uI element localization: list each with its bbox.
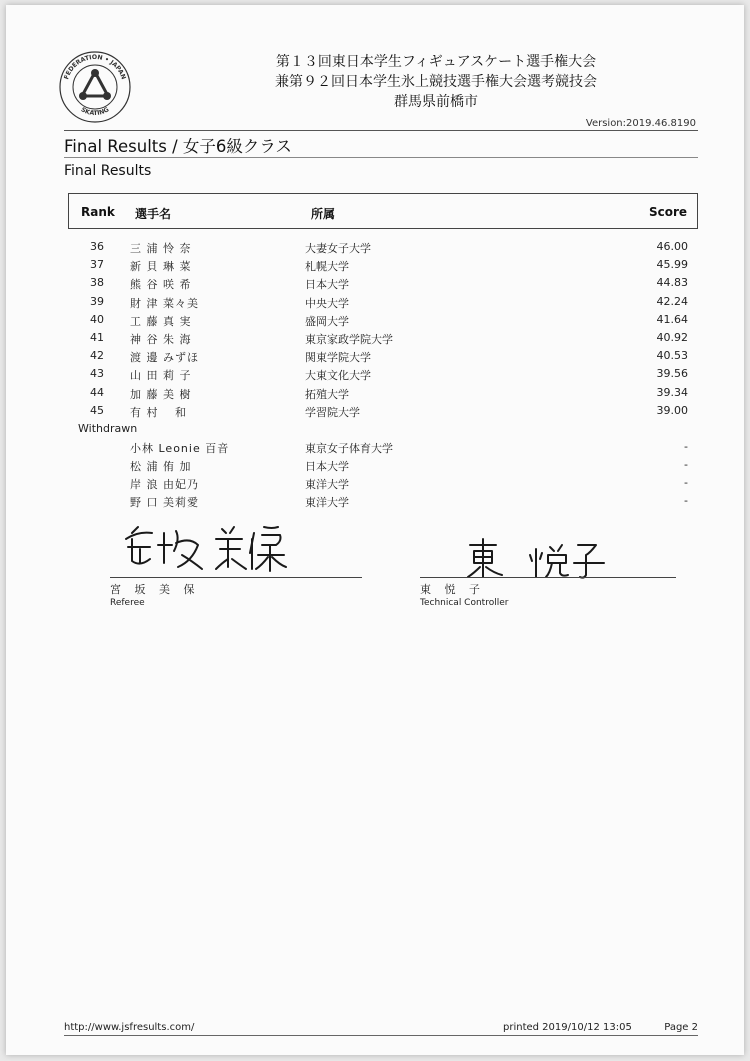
table-row: [6, 347, 744, 365]
cell-rank: 43: [90, 367, 104, 381]
logo-text-bottom: SKATING: [79, 106, 111, 118]
table-row: [6, 256, 744, 274]
footer-page-number: Page 2: [664, 1022, 698, 1033]
cell-rank: 44: [90, 385, 104, 399]
title-divider: [64, 157, 698, 158]
cell-score: 46.00: [656, 240, 688, 253]
cell-club: 学習院大学: [305, 405, 360, 419]
event-title: 第１３回東日本学生フィギュアスケート選手権大会: [275, 54, 597, 70]
cell-club: 中央大学: [305, 296, 349, 310]
table-row: [6, 329, 744, 347]
cell-score: -: [684, 476, 688, 490]
table-row: [6, 311, 744, 329]
cell-score: 44.83: [656, 276, 688, 290]
cell-score: 40.53: [656, 349, 688, 363]
withdrawn-row: [6, 456, 744, 474]
technical-controller-name: 東 悦 子: [420, 583, 485, 596]
cell-score: 39.34: [656, 385, 688, 399]
technical-controller-signature: [466, 537, 626, 581]
cell-rank: 37: [90, 258, 104, 272]
cell-club: 関東学院大学: [305, 351, 371, 365]
cell-rank: 45: [90, 403, 104, 417]
cell-score: 40.92: [656, 330, 688, 344]
cell-name: 神 谷 朱 海: [130, 332, 192, 346]
cell-score: 39.56: [656, 367, 688, 381]
table-row: [6, 365, 744, 383]
cell-club: 東洋大学: [305, 478, 349, 492]
withdrawn-label: Withdrawn: [78, 421, 138, 435]
cell-rank: 42: [90, 349, 104, 363]
cell-name: 新 貝 琳 菜: [130, 260, 192, 274]
cell-score: -: [684, 458, 688, 472]
cell-score: 39.00: [656, 403, 688, 417]
event-subtitle: 兼第９２回日本学生氷上競技選手権大会選考競技会: [275, 74, 597, 90]
federation-logo-icon: [58, 50, 132, 124]
results-table-body: [6, 238, 744, 511]
referee-role: Referee: [110, 598, 145, 608]
cell-club: 東洋大学: [305, 496, 349, 510]
cell-name: 渡 邊 みずほ: [130, 351, 199, 365]
cell-club: 日本大学: [305, 460, 349, 474]
cell-name: 有 村 和: [130, 405, 187, 419]
results-page: [6, 5, 744, 1055]
withdrawn-heading: [6, 420, 744, 438]
cell-name: 三 浦 怜 奈: [130, 242, 192, 255]
cell-club: 大東文化大学: [305, 369, 371, 383]
cell-rank: 39: [90, 294, 104, 308]
version-label: Version:2019.46.8190: [585, 118, 696, 129]
cell-club: 東京女子体育大学: [305, 441, 393, 455]
cell-score: 41.64: [656, 312, 688, 326]
column-header-name: 選手名: [135, 207, 172, 221]
column-header-score: Score: [648, 205, 687, 219]
footer-printed: printed 2019/10/12 13:05: [503, 1022, 632, 1033]
cell-name: 松 浦 侑 加: [130, 460, 192, 474]
event-location: 群馬県前橋市: [394, 94, 478, 110]
cell-name: 加 藤 美 樹: [130, 387, 192, 401]
cell-rank: 38: [90, 276, 104, 290]
technical-controller-role: Technical Controller: [420, 598, 509, 608]
cell-rank: 40: [90, 312, 104, 326]
column-header-club: 所属: [311, 207, 336, 221]
header-divider: [64, 130, 698, 131]
cell-rank: 36: [90, 240, 104, 253]
cell-name: 工 藤 真 実: [130, 314, 192, 328]
cell-name: 小林 Leonie 百音: [130, 441, 230, 455]
cell-club: 大妻女子大学: [305, 242, 371, 255]
table-row: [6, 274, 744, 292]
cell-club: 盛岡大学: [305, 314, 349, 328]
class-title: Final Results / 女子6級クラス: [64, 137, 292, 156]
table-row: [6, 238, 744, 256]
footer-url: http://www.jsfresults.com/: [64, 1022, 195, 1033]
technical-controller-signature-line: [420, 577, 676, 578]
withdrawn-row: [6, 438, 744, 456]
cell-club: 東京家政学院大学: [305, 332, 393, 346]
table-row: [6, 384, 744, 402]
referee-signature: [118, 519, 318, 577]
cell-club: 拓殖大学: [305, 387, 349, 401]
cell-name: 岸 浪 由妃乃: [130, 478, 199, 492]
table-row: [6, 402, 744, 420]
cell-rank: 41: [90, 330, 104, 344]
section-title: Final Results: [64, 163, 152, 179]
cell-score: 42.24: [656, 294, 688, 308]
cell-name: 財 津 菜々美: [130, 296, 199, 310]
cell-name: 熊 谷 咲 希: [130, 278, 192, 292]
logo-text-top: FEDERATION • JAPAN: [63, 53, 127, 81]
cell-club: 日本大学: [305, 278, 349, 292]
referee-name: 宮 坂 美 保: [110, 583, 200, 596]
cell-name: 山 田 莉 子: [130, 369, 192, 383]
table-row: [6, 293, 744, 311]
cell-score: 45.99: [656, 258, 688, 272]
cell-club: 札幌大学: [305, 260, 349, 274]
column-header-rank: Rank: [81, 205, 115, 219]
footer-divider: [64, 1035, 698, 1036]
withdrawn-row: [6, 492, 744, 510]
cell-score: -: [684, 439, 688, 453]
svg-text:SKATING: [80, 106, 111, 117]
cell-name: 野 口 美莉愛: [130, 496, 199, 510]
referee-signature-line: [110, 577, 362, 578]
withdrawn-row: [6, 474, 744, 492]
results-table-header: [68, 193, 698, 229]
cell-score: -: [684, 494, 688, 508]
